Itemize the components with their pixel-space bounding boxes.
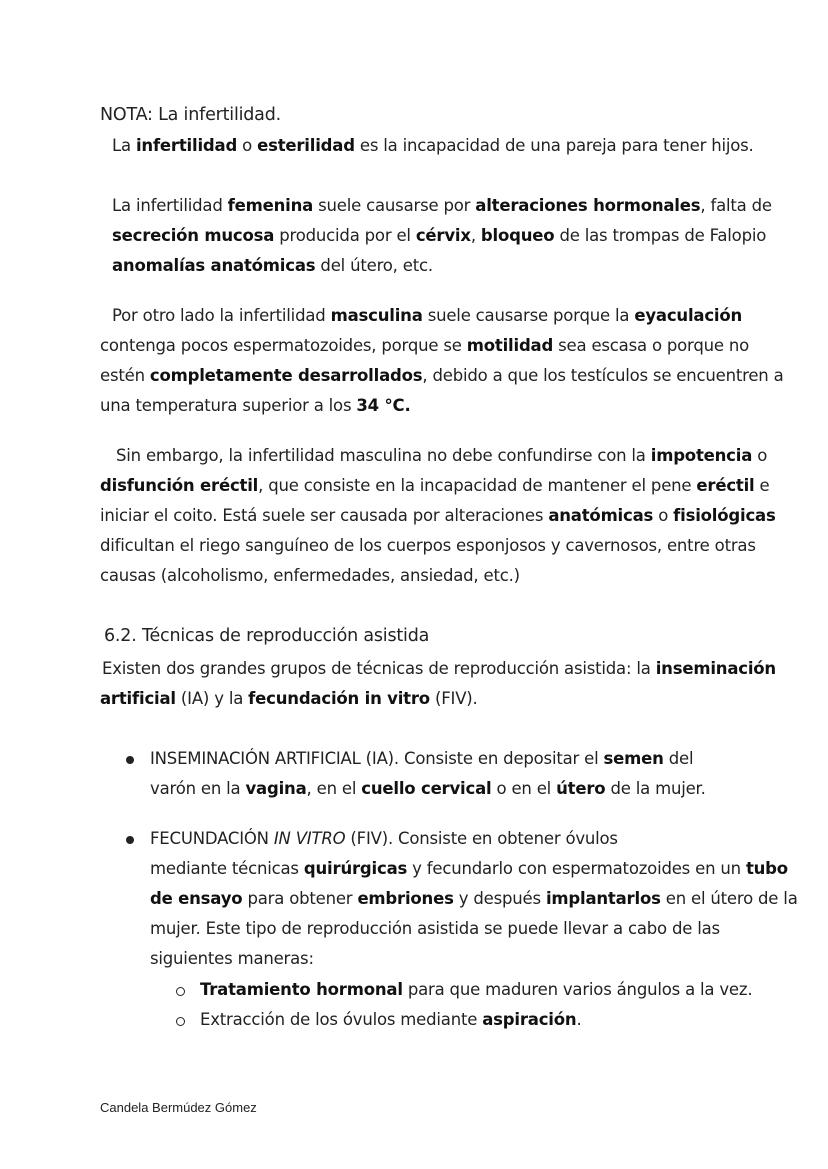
text-segment: y fecundarlo con espermatozoides en un (407, 859, 746, 878)
bold-term: anatómicas (548, 506, 654, 525)
bold-term: artificial (100, 689, 176, 708)
text-line (112, 191, 772, 221)
note-title: NOTA: La infertilidad. (100, 105, 281, 125)
bullet-marker (126, 756, 134, 764)
text-line (112, 251, 433, 281)
text-segment: , en el (306, 779, 362, 798)
bold-term: implantarlos (545, 889, 661, 908)
bold-term: completamente desarrollados (149, 366, 423, 385)
text-segment: iniciar el coito. Está suele ser causada por alteraciones (100, 506, 549, 525)
text-segment: del útero, etc. (315, 256, 433, 275)
text-segment: , falta de (700, 196, 772, 215)
text-line (116, 441, 767, 471)
text-line (150, 944, 314, 974)
text-segment: una temperatura superior a los (100, 396, 357, 415)
bold-term: fisiológicas (673, 506, 776, 525)
text-line (100, 531, 756, 561)
bold-term: cérvix (415, 226, 471, 245)
text-segment: suele causarse porque la (422, 306, 635, 325)
footer-author: Candela Bermúdez Gómez (100, 1100, 257, 1115)
text-line (150, 824, 618, 854)
text-line (100, 331, 749, 361)
text-segment: o (752, 446, 768, 465)
text-segment: (FIV). Consiste en obtener óvulos (345, 829, 618, 848)
bold-term: de ensayo (150, 889, 243, 908)
text-line (112, 221, 766, 251)
text-line (150, 914, 720, 944)
text-segment: o (653, 506, 674, 525)
text-segment: mediante técnicas (150, 859, 304, 878)
text-line (100, 361, 784, 391)
text-segment: La (112, 136, 136, 155)
bold-term: aspiración (482, 1010, 577, 1029)
text-segment: e (754, 476, 770, 495)
bold-term: alteraciones hormonales (475, 196, 701, 215)
text-segment: o en el (491, 779, 557, 798)
text-segment: siguientes maneras: (150, 949, 314, 968)
text-segment: , (470, 226, 481, 245)
bold-term: útero (556, 779, 606, 798)
text-line (100, 684, 478, 714)
text-line (150, 774, 706, 804)
text-line (100, 501, 776, 531)
bold-term: anomalías anatómicas (112, 256, 316, 275)
text-segment: La infertilidad (112, 196, 228, 215)
bold-term: inseminación (655, 659, 776, 678)
text-line (100, 471, 770, 501)
bold-term: eyaculación (634, 306, 743, 325)
bold-term: impotencia (650, 446, 753, 465)
text-segment: dificultan el riego sanguíneo de los cuerpos esponjosos y cavernosos, entre otras (100, 536, 756, 555)
text-segment: mujer. Este tipo de reproducción asistida se puede llevar a cabo de las (150, 919, 720, 938)
text-segment: Existen dos grandes grupos de técnicas de reproducción asistida: la (102, 659, 656, 678)
text-line (100, 391, 411, 421)
bold-term: cuello cervical (361, 779, 492, 798)
text-segment: en el útero de la (660, 889, 798, 908)
bold-term: disfunción eréctil (100, 476, 259, 495)
bold-term: quirúrgicas (303, 859, 408, 878)
bold-term: esterilidad (257, 136, 355, 155)
text-line (112, 301, 742, 331)
text-segment: de la mujer. (605, 779, 706, 798)
bold-term: motilidad (466, 336, 554, 355)
text-line (150, 744, 693, 774)
bold-term: Tratamiento hormonal (200, 980, 403, 999)
text-line (200, 1005, 582, 1035)
text-segment: , debido a que los testículos se encuentren a (422, 366, 784, 385)
text-segment: (IA) y la (175, 689, 249, 708)
text-segment: . (576, 1010, 582, 1029)
text-segment: o (237, 136, 258, 155)
text-segment: suele causarse por (313, 196, 476, 215)
text-segment: varón en la (150, 779, 246, 798)
text-segment: contenga pocos espermatozoides, porque se (100, 336, 467, 355)
bold-term: secreción mucosa (112, 226, 275, 245)
bold-term: infertilidad (135, 136, 238, 155)
text-line (150, 884, 798, 914)
bold-term: eréctil (696, 476, 755, 495)
text-segment: Sin embargo, la infertilidad masculina no debe confundirse con la (116, 446, 651, 465)
bold-term: semen (603, 749, 664, 768)
section-heading: 6.2. Técnicas de reproducción asistida (104, 626, 430, 646)
text-segment: Extracción de los óvulos mediante (200, 1010, 483, 1029)
text-line (150, 854, 788, 884)
text-segment: FECUNDACIÓN (150, 829, 274, 848)
text-line (102, 654, 776, 684)
text-segment: sea escasa o porque no (553, 336, 750, 355)
text-segment: y después (453, 889, 546, 908)
text-segment: del (663, 749, 694, 768)
bold-term: fecundación in vitro (248, 689, 430, 708)
text-segment: para que maduren varios ángulos a la vez. (402, 980, 753, 999)
text-segment: estén (100, 366, 150, 385)
bold-term: vagina (245, 779, 307, 798)
bold-term: femenina (227, 196, 314, 215)
bold-term: 34 °C. (356, 396, 411, 415)
text-line (112, 131, 754, 161)
text-line (100, 561, 520, 591)
sub-bullet-marker (176, 1017, 185, 1026)
bold-term: tubo (745, 859, 788, 878)
text-segment: , que consiste en la incapacidad de mantener el pene (258, 476, 697, 495)
text-segment: Por otro lado la infertilidad (112, 306, 331, 325)
text-segment: producida por el (274, 226, 416, 245)
text-line (200, 975, 752, 1005)
sub-bullet-marker (176, 987, 185, 996)
text-segment: es la incapacidad de una pareja para tener hijos. (354, 136, 754, 155)
bullet-marker (126, 836, 134, 844)
text-segment: INSEMINACIÓN ARTIFICIAL (IA). Consiste en depositar el (150, 749, 604, 768)
text-segment: (FIV). (429, 689, 478, 708)
text-segment: IN VITRO (273, 829, 346, 848)
text-segment: causas (alcoholismo, enfermedades, ansiedad, etc.) (100, 566, 520, 585)
text-segment: para obtener (242, 889, 358, 908)
text-segment: de las trompas de Falopio (554, 226, 767, 245)
bold-term: masculina (330, 306, 423, 325)
bold-term: embriones (357, 889, 454, 908)
bold-term: bloqueo (480, 226, 555, 245)
